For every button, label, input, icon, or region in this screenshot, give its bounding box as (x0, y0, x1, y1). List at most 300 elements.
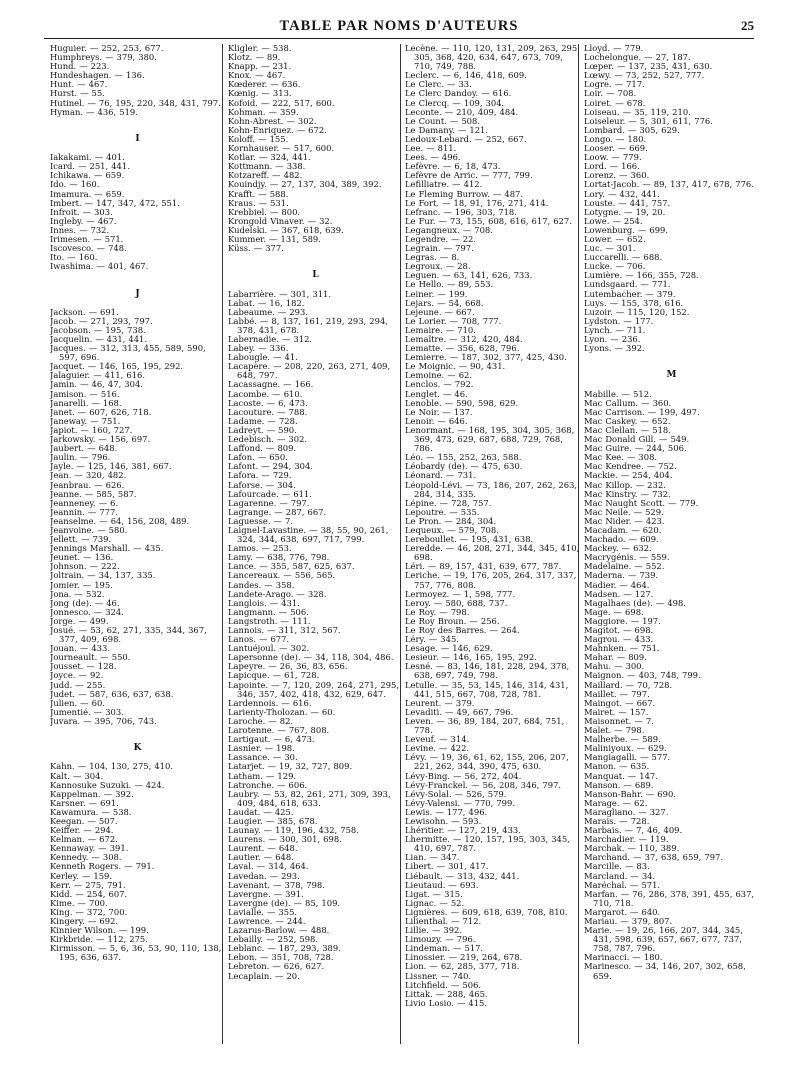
author-index-entry: Lemoine. — 62. (405, 370, 473, 381)
author-index-entry: Maillard. — 70, 728. (584, 679, 673, 690)
author-index-entry: Latronche. — 606. (228, 779, 308, 790)
author-index-entry: Jeanneney. — 6. (50, 497, 119, 508)
author-index-entry: Humphreys. — 379, 380. (50, 52, 157, 63)
author-index-entry: Marie. — 19, 26, 166, 207, 344, 345, 431, 598, 639, 657, 667, 677, 737, 758, 787, 796. (584, 925, 743, 954)
author-index-entry: Janeway. — 751. (50, 415, 121, 426)
author-index-entry: Latham. — 129. (228, 770, 297, 781)
author-index-entry: Lowenburg. — 699. (584, 224, 669, 235)
author-index-entry: Küss. — 377. (228, 243, 284, 254)
author-index-entry: Leblanc. — 187, 293, 389. (228, 943, 341, 954)
author-index-entry: Lemaître. — 312, 420, 484. (405, 334, 523, 344)
author-index-entry: Jellett. — 739. (50, 534, 112, 545)
author-index-entry: Lardennois. — 616. (228, 697, 312, 708)
author-index-entry: Kingery. — 692. (50, 916, 119, 926)
author-index-entry: Loiseleur. — 5, 301, 611, 776. (584, 115, 713, 126)
author-index-entry: Lochelongue. — 27, 187. (584, 52, 691, 63)
author-index-entry: Imamura. — 659. (50, 188, 125, 199)
author-index-entry: Mac Callum. — 360. (584, 397, 672, 408)
author-index-entry: Lundsgaard. — 771. (584, 279, 671, 290)
section-spacer (50, 726, 225, 735)
author-index-entry: Lesage. — 146, 629. (405, 643, 493, 654)
author-index-entry: Le Clerc. — 33. (405, 79, 472, 90)
author-index-entry: Litchfield. — 506. (405, 979, 482, 990)
author-index-entry: Lermoyez. — 1, 598, 777. (405, 588, 516, 599)
author-index-entry: Lebailly. — 252, 598. (228, 934, 319, 945)
author-index-entry: Lévy-Bing. — 56, 272, 404. (405, 770, 522, 781)
index-column-3 (405, 44, 580, 1069)
author-index-entry: Mac Donald Gill. — 549. (584, 434, 690, 445)
author-index-entry: Jousset. — 128. (50, 661, 117, 672)
author-index-entry: Logre. — 717. (584, 79, 645, 90)
author-index-entry: Lœwy. — 73, 252, 527, 777. (584, 70, 705, 81)
author-index-entry: Marcille. — 83. (584, 861, 650, 872)
author-index-entry: Janet. — 607, 626, 718. (50, 406, 152, 417)
author-index-entry: Lartigaut. — 6, 473. (228, 734, 315, 745)
author-index-entry: Lantuéjoul. — 302. (228, 643, 310, 654)
author-index-entry: Lenoir. — 646. (405, 415, 468, 426)
author-index-entry: Lavergne. — 391. (228, 888, 304, 899)
author-index-entry: Lower. — 652. (584, 233, 646, 244)
author-index-entry: Kahn. — 104, 130, 275, 410. (50, 761, 173, 772)
author-index-entry: Lignières. — 609, 618, 639, 708, 810. (405, 906, 568, 917)
author-index-entry: Lenoble. — 590, 598, 629. (405, 397, 519, 408)
index-column-2 (228, 44, 403, 1069)
author-index-entry: Mahar. — 809. (584, 652, 647, 663)
author-index-entry: Labarrière. — 301, 311. (228, 288, 332, 299)
author-index-entry: Lydston. — 177. (584, 315, 654, 326)
section-letter-heading: I (135, 133, 140, 144)
author-index-entry: Jonnesco. — 324. (50, 606, 124, 617)
author-index-entry: Kœnig. — 313. (228, 88, 292, 99)
section-spacer (50, 271, 225, 280)
author-index-entry: Loiret. — 678. (584, 97, 646, 108)
author-index-entry: Marfan. — 76, 286, 378, 391, 455, 637, 710, 718. (584, 888, 755, 908)
author-index-entry: Le Roy des Barres. — 264. (405, 625, 520, 635)
author-index-entry: Kohn-Enriquez. — 672. (228, 124, 327, 135)
author-index-entry: Laval. — 314, 464. (228, 861, 309, 872)
author-index-entry: Hyman. — 436, 519. (50, 106, 138, 117)
author-index-entry: Marcland. — 34. (584, 870, 656, 881)
author-index-entry: Madelaine. — 552. (584, 561, 665, 572)
author-index-entry: Lapeyre. — 26, 36, 83, 656. (228, 661, 348, 672)
section-letter-heading: L (312, 270, 319, 281)
author-index-entry: Margarot. — 640. (584, 906, 661, 917)
author-index-entry: Hund. — 223. (50, 61, 110, 72)
author-index-entry: Jona. — 532. (50, 588, 105, 599)
author-index-entry: Lance. — 355, 587, 625, 637. (228, 561, 355, 572)
author-index-entry: Magitot. — 698. (584, 625, 654, 635)
author-index-entry: Maréchal. — 571. (584, 879, 661, 890)
author-index-entry: Liébault. — 313, 432, 441. (405, 870, 520, 881)
author-index-entry: Mac Carrison. — 199, 497. (584, 406, 700, 417)
author-index-entry: Lépine. — 728, 757. (405, 497, 492, 508)
author-index-entry: Kohn-Abrest. — 302. (228, 115, 317, 126)
author-index-entry: Lagrange. — 287, 667. (228, 506, 327, 517)
author-index-entry: Le Lorier. — 708, 777. (405, 315, 502, 326)
author-index-entry: Lowe. — 254. (584, 215, 643, 226)
author-index-entry: Lefèvre. — 6, 18, 473. (405, 161, 501, 172)
column-divider (400, 44, 401, 1044)
author-index-entry: Mac Naught Scott. — 779. (584, 497, 699, 508)
author-index-entry: Lacassagne. — 166. (228, 379, 314, 390)
author-index-entry: Josué. — 53, 62, 271, 335, 344, 367, 377, 409, 698. (50, 625, 207, 645)
author-index-entry: Lissner. — 740. (405, 970, 472, 981)
author-index-entry: Lavenant. — 378, 798. (228, 879, 325, 890)
author-index-entry: Laignel-Lavastine. — 38, 55, 90, 261, 324, 344, 638, 697, 717, 799. (228, 524, 389, 545)
author-index-entry: Malet. — 798. (584, 725, 645, 736)
author-index-entry: Linossier. — 219, 264, 678. (405, 952, 523, 963)
author-index-entry: Kudelski. — 367, 618, 639. (228, 224, 344, 235)
author-index-entry: Lieutaud. — 693. (405, 879, 479, 890)
author-index-entry: Lee. — 811. (405, 143, 457, 154)
author-index-entry: Mariau. — 379, 807. (584, 916, 673, 926)
author-index-entry: Looser. — 669. (584, 143, 648, 154)
author-index-entry: Laffond. — 809. (228, 443, 297, 454)
author-index-entry: Jeunet. — 136. (50, 552, 114, 563)
author-index-entry: Latarjet. — 19, 32, 727, 809. (228, 761, 353, 772)
author-index-entry: Ichikawa. — 659. (50, 170, 125, 181)
author-index-entry: Infroit. — 303. (50, 206, 113, 217)
author-index-entry: Maggiore. — 197. (584, 615, 661, 626)
author-index-entry: Lenglet. — 46. (405, 388, 468, 399)
author-index-entry: Lafora. — 729. (228, 470, 292, 481)
author-index-entry: Louste. — 441, 757. (584, 197, 671, 208)
author-index-entry: Manquat. — 147. (584, 770, 658, 781)
author-index-entry: Lemaire. — 710. (405, 324, 476, 335)
author-index-entry: Madsen. — 127. (584, 588, 654, 599)
author-index-entry: Magalhaes (de). — 498. (584, 597, 686, 608)
author-index-entry: Knapp. — 231. (228, 61, 292, 72)
author-index-entry: Krongold Vinaver. — 32. (228, 215, 333, 226)
author-index-entry: Jacquelin. — 431, 441. (50, 334, 148, 344)
column-divider (578, 44, 579, 1044)
author-index-entry: Lamos. — 253. (228, 543, 292, 554)
author-index-entry: Lees. — 496. (405, 152, 461, 163)
author-index-entry: Labbé. — 8, 137, 161, 219, 293, 294, 378, 431, 678. (228, 315, 388, 335)
author-index-entry: Lyon. — 236. (584, 334, 641, 344)
author-index-entry: Lamy. — 638, 776, 798. (228, 552, 330, 563)
author-index-entry: Marinacci. — 180. (584, 952, 663, 963)
author-index-entry: Legangneux. — 708. (405, 224, 493, 235)
author-index-entry: Jeanselme. — 64, 156, 208, 489. (50, 515, 190, 526)
author-index-entry: Mac Caskey. — 652. (584, 415, 671, 426)
author-index-entry: Lutembacher. — 379. (584, 288, 676, 299)
author-index-entry: Lavergne (de). — 85, 109. (228, 897, 341, 908)
author-index-entry: Lorenz. — 360. (584, 170, 650, 181)
author-index-entry: Lilienthal. — 712. (405, 916, 482, 926)
author-index-entry: Le Hello. — 89, 553. (405, 279, 494, 290)
author-index-entry: Kidd. — 254, 607. (50, 888, 128, 899)
author-index-entry: Kalt. — 304. (50, 770, 104, 781)
author-index-entry: Leriche. — 19, 176, 205, 264, 317, 337, 757, 776, 808. (405, 570, 577, 590)
author-index-entry: Laguesse. — 7. (228, 515, 293, 526)
author-index-entry: Lesné. — 83, 146, 181, 228, 294, 378, 638, 697, 749, 798. (405, 661, 570, 681)
author-index-entry: Labat. — 16, 182. (228, 297, 305, 308)
author-index-entry: Kirmisson. — 5, 6, 36, 53, 90, 110, 138, 195, 636, 637. (50, 943, 222, 963)
author-index-entry: Lacombe. — 610. (228, 388, 303, 399)
author-index-entry: Lequeux. — 579, 708. (405, 524, 499, 535)
page-title: TABLE PAR NOMS D'AUTEURS (279, 18, 519, 34)
author-index-entry: Lesieur. — 146, 165, 195, 292. (405, 652, 537, 663)
author-index-entry: Jorge. — 499. (50, 615, 109, 626)
author-index-entry: Jeannin. — 777. (50, 506, 118, 517)
author-index-entry: Limouzy. — 796. (405, 934, 476, 945)
author-index-entry: Kime. — 700. (50, 897, 108, 908)
author-index-entry: Landete-Arago. — 328. (228, 588, 327, 599)
author-index-entry: Kornhauser. — 517, 600. (228, 143, 335, 154)
author-index-entry: Labeaume. — 293. (228, 306, 308, 317)
author-index-entry: Mac Clellan. — 518. (584, 424, 671, 435)
author-index-entry: Livio Losio. — 415. (405, 997, 488, 1008)
author-index-entry: Laforse. — 304. (228, 479, 296, 490)
author-index-entry: Lortat-Jacob. — 89, 137, 417, 678, 776. (584, 179, 754, 190)
author-index-entry: Lapersonne (de). — 34, 118, 304, 486. (228, 652, 394, 663)
author-index-entry: Le Clercq. — 109, 304. (405, 97, 505, 108)
author-index-entry: Kerr. — 275, 791. (50, 879, 126, 890)
author-index-entry: Le Fort. — 18, 91, 176, 271, 414. (405, 197, 549, 208)
author-index-entry: Lejeune. — 667. (405, 306, 475, 317)
author-index-entry: Mac Kinstry. — 732. (584, 488, 671, 499)
author-index-entry: Luccarelli. — 688. (584, 252, 663, 263)
author-index-entry: Lenormant. — 168, 195, 304, 305, 368, 369, 473, 629, 687, 688, 729, 768, 786. (405, 424, 575, 454)
author-index-entry: Kannosuke Suzuki. — 424. (50, 779, 165, 790)
author-index-entry: Janarelli. — 168. (50, 397, 122, 408)
author-index-entry: Léobardy (de). — 475, 630. (405, 461, 523, 472)
author-index-entry: Lecène. — 110, 120, 131, 209, 263, 295, 305, 368, 420, 634, 647, 673, 709, 710, 749, 788. (405, 44, 580, 72)
author-index-entry: Maliniyoux. — 629. (584, 743, 667, 754)
author-index-entry: Laubry. — 53, 82, 261, 271, 309, 393, 409, 484, 618, 633. (228, 788, 391, 808)
author-index-entry: Lebon. — 351, 708, 728. (228, 952, 334, 963)
author-index-entry: Krebbiel. — 800. (228, 206, 301, 217)
author-index-entry: Jamin. — 46, 47, 304. (50, 379, 143, 390)
author-index-entry: Legrain. — 797. (405, 243, 474, 254)
author-index-entry: Lapicque. — 61, 728. (228, 670, 320, 681)
author-index-entry: Longo. — 180. (584, 133, 647, 144)
author-index-entry: Levine. — 422. (405, 743, 470, 754)
author-index-entry: Le Fleming Burrow. — 487. (405, 188, 524, 199)
author-index-entry: Lasnier. — 198. (228, 743, 295, 754)
author-index-entry: Loow. — 779. (584, 152, 642, 163)
author-index-entry: Jacobson. — 195, 738. (50, 324, 146, 335)
author-index-entry: Maragliano. — 327. (584, 806, 669, 817)
author-index-entry: Judd. — 255. (50, 679, 106, 690)
author-index-entry: Lefilliatre. — 412. (405, 179, 483, 190)
author-index-entry: Marbais. — 7, 46, 409. (584, 825, 683, 836)
author-index-entry: Mabille. — 512. (584, 388, 652, 399)
author-index-entry: Leiner. — 199. (405, 288, 468, 299)
author-index-entry: Machado. — 609. (584, 534, 659, 545)
author-index-entry: Juvara. — 395, 706, 743. (50, 715, 157, 726)
author-index-entry: Loir. — 708. (584, 88, 637, 99)
author-index-entry: Le Count. — 508. (405, 115, 480, 126)
author-index-entry: Lynch. — 711. (584, 324, 646, 335)
author-index-entry: Leurent. — 379. (405, 697, 475, 708)
author-index-entry: Ito. — 160. (50, 252, 98, 263)
author-index-entry: Jouan. — 433. (50, 643, 110, 654)
author-index-entry: Mahnken. — 751. (584, 643, 660, 654)
author-index-entry: Julien. — 60. (50, 697, 105, 708)
author-index-entry: Lepoutre. — 535. (405, 506, 480, 517)
author-index-entry: Lévy. — 19, 36, 61, 62, 155, 206, 207, 221, 262, 344, 390, 475, 630. (405, 752, 569, 772)
author-index-entry: Koloff. — 155. (228, 133, 289, 144)
author-index-entry: Mac Neile. — 529. (584, 506, 664, 517)
author-index-entry: Jeanvoine. — 580. (50, 524, 128, 535)
author-index-entry: Hundeshagen. — 136. (50, 70, 145, 81)
author-index-entry: Labernadie. — 312. (228, 334, 313, 344)
author-index-entry: Lloyd. — 779. (584, 44, 644, 53)
author-index-entry: Launay. — 119, 196, 432, 758. (228, 825, 359, 836)
author-index-entry: Jeanne. — 585, 587. (50, 488, 137, 499)
author-index-entry: Jayle. — 125, 146, 381, 667. (50, 461, 172, 472)
author-index-entry: Lejars. — 54, 668. (405, 297, 484, 308)
author-index-entry: Lefranc. — 196, 303, 718. (405, 206, 517, 217)
author-index-entry: Mac Guire. — 244, 506. (584, 443, 687, 454)
author-index-entry: Marais. — 728. (584, 815, 650, 826)
author-index-entry: Legroux. — 28. (405, 261, 471, 272)
author-index-entry: Maisonnet. — 7. (584, 715, 654, 726)
author-index-entry: Mackie. — 254, 404. (584, 470, 673, 481)
author-index-entry: Lœper. — 137, 235, 431, 630. (584, 61, 713, 72)
author-index-entry: Magrou. — 433. (584, 634, 654, 645)
author-index-entry: Mac Killop. — 232. (584, 479, 666, 490)
author-index-entry: Iwashima. — 401, 467. (50, 261, 149, 272)
author-index-entry: Leclerc. — 6, 146, 418, 609. (405, 70, 527, 81)
author-index-entry: Irimesen. — 571. (50, 233, 124, 244)
author-index-entry: Maingot. — 667. (584, 697, 656, 708)
author-index-entry: Imbert. — 147, 347, 472, 551. (50, 197, 180, 208)
author-index-entry: Maderna. — 739. (584, 570, 659, 581)
author-index-entry: Hunt. — 467. (50, 79, 108, 90)
author-index-entry: Lewis. — 177, 496. (405, 806, 488, 817)
author-index-entry: Huguier. — 252, 253, 677. (50, 44, 164, 53)
author-index-entry: Keiffer. — 294. (50, 825, 114, 836)
author-index-entry: Leconte. — 210, 409, 484. (405, 106, 519, 117)
author-index-entry: Luc. — 301. (584, 243, 636, 254)
author-index-entry: Hurst. — 55. (50, 88, 105, 99)
author-index-entry: Kennedy. — 308. (50, 852, 122, 863)
author-index-entry: Luzoir. — 115, 120, 152. (584, 306, 690, 317)
author-index-entry: Iakakami. — 401. (50, 152, 125, 163)
page-header (44, 14, 754, 39)
author-index-entry: Lion. — 62, 285, 377, 718. (405, 961, 520, 972)
author-index-entry: Ingleby. — 467. (50, 215, 117, 226)
author-index-entry: Lotygne. — 19, 20. (584, 206, 666, 217)
author-index-entry: Langmann. — 506. (228, 606, 309, 617)
author-index-entry: Joyce. — 92. (50, 670, 104, 681)
author-index-entry: Léri. — 89, 157, 431, 639, 677, 787. (405, 561, 562, 572)
author-index-entry: Leven. — 36, 89, 184, 207, 684, 751, 778. (405, 715, 565, 736)
author-index-entry: Le Damany. — 121. (405, 124, 489, 135)
author-index-entry: Lory. — 432, 441. (584, 188, 660, 199)
index-column-4 (584, 44, 759, 1069)
author-index-entry: Langlois. — 431. (228, 597, 300, 608)
author-index-entry: Kelman. — 672. (50, 834, 118, 845)
author-index-entry: Mahu. — 300. (584, 661, 645, 672)
author-index-entry: Jackson. — 691. (50, 306, 119, 317)
author-index-entry: Jaubert. — 648. (50, 443, 118, 454)
author-index-entry: Mac Nider. — 423. (584, 515, 665, 526)
author-index-entry: Lagarenne. — 797. (228, 497, 310, 508)
author-index-entry: Leroy. — 580, 688, 737. (405, 597, 508, 608)
author-index-entry: Leguen. — 63, 141, 626, 733. (405, 270, 533, 281)
author-index-entry: Kœderer. — 636. (228, 79, 301, 90)
author-index-entry: Loiseau. — 35, 119, 210. (584, 106, 691, 117)
author-index-entry: Kouindjy. — 27, 137, 304, 389, 392. (228, 179, 382, 190)
author-index-entry: Marchak. — 110, 389. (584, 843, 680, 854)
author-index-entry: Lemierre. — 187, 302, 377, 425, 430. (405, 352, 567, 363)
section-letter-heading: M (666, 370, 677, 381)
author-index-entry: Le Moignic. — 90, 431. (405, 361, 506, 372)
author-index-entry: Laurens. — 300, 301, 698. (228, 834, 342, 845)
author-index-entry: Judet. — 587, 636, 637, 638. (50, 688, 174, 699)
author-index-entry: Joltrain. — 34, 137, 335. (50, 570, 156, 581)
author-index-entry: Lannois. — 311, 312, 567. (228, 625, 341, 635)
author-index-entry: Leveuf. — 314. (405, 734, 470, 745)
author-index-entry: Lebreton. — 626, 627. (228, 961, 325, 972)
page-number: 25 (741, 18, 754, 33)
author-index-entry: Macadam. — 620. (584, 524, 662, 535)
section-spacer (228, 253, 403, 262)
author-index-entry: Kraus. — 531. (228, 197, 289, 208)
author-index-entry: Laudat. — 425. (228, 806, 294, 817)
author-index-entry: Le Roy. — 798. (405, 606, 470, 617)
author-index-entry: Marchadier. — 119. (584, 834, 669, 845)
author-index-entry: Lacapère. — 208, 220, 263, 271, 409, 648, 797. (228, 361, 391, 381)
author-index-entry: King. — 372, 700. (50, 906, 128, 917)
author-index-entry: Lévy-Franckel. — 56, 208, 346, 797. (405, 779, 562, 790)
author-index-entry: Ido. — 160. (50, 179, 100, 190)
author-index-entry: Laugier. — 385, 678. (228, 815, 318, 826)
author-index-entry: Kappelman. — 392. (50, 788, 134, 799)
author-index-entry: Labougle. — 41. (228, 352, 298, 363)
author-index-entry: Lucke. — 706. (584, 261, 646, 272)
author-index-entry: Macrygénis. — 559. (584, 552, 670, 563)
author-index-entry: Lewisohn. — 593. (405, 815, 482, 826)
author-index-entry: Larotenne. — 767, 808. (228, 725, 330, 736)
author-index-entry: Marinesco. — 34, 146, 207, 302, 658, 659. (584, 961, 746, 981)
author-index-entry: Le Pron. — 284, 304. (405, 515, 497, 526)
author-index-entry: Legendre. — 22. (405, 233, 477, 244)
author-index-entry: Lautier. — 648. (228, 852, 294, 863)
section-spacer (584, 353, 759, 362)
author-index-entry: Jamison. — 516. (50, 388, 120, 399)
author-index-entry: Maignon. — 403, 748, 799. (584, 670, 701, 681)
author-index-entry: Ladame. — 728. (228, 415, 298, 426)
index-column-1 (50, 44, 225, 1069)
author-index-entry: Laroche. — 82. (228, 715, 294, 726)
author-index-entry: Léopold-Lévi. — 73, 186, 207, 262, 263, 284, 314, 335. (405, 479, 578, 499)
author-index-entry: Kirkbride. — 112, 275. (50, 934, 148, 945)
author-index-entry: Lafourcade. — 611. (228, 488, 312, 499)
author-index-entry: Jaulin. — 796. (50, 452, 111, 463)
author-index-entry: Mangiagalli. — 577. (584, 752, 671, 763)
author-index-entry: Japiot. — 160, 727. (50, 424, 133, 435)
author-index-entry: Ladreyt. — 590. (228, 424, 297, 435)
author-index-entry: Manson. — 689. (584, 779, 654, 790)
author-index-entry: Kligler. — 538. (228, 44, 292, 53)
author-index-entry: Hutinel. — 76, 195, 220, 348, 431, 797. (50, 97, 221, 108)
author-index-entry: Jacquet. — 146, 165, 195, 292. (50, 361, 184, 372)
author-index-entry: Laurent. — 648. (228, 843, 298, 854)
author-index-entry: Jeanbrau. — 626. (50, 479, 125, 490)
author-index-entry: Lillie. — 392. (405, 925, 463, 936)
author-index-entry: Lombard. — 305, 629. (584, 124, 680, 135)
author-index-entry: Karsner. — 691. (50, 797, 119, 808)
author-index-entry: Lavedan. — 293. (228, 870, 300, 881)
author-index-entry: Lignac. — 52. (405, 897, 465, 908)
author-index-entry: Jalaguier. — 411, 616. (50, 370, 146, 381)
author-index-entry: Larienty-Tholozan. — 60. (228, 706, 336, 717)
